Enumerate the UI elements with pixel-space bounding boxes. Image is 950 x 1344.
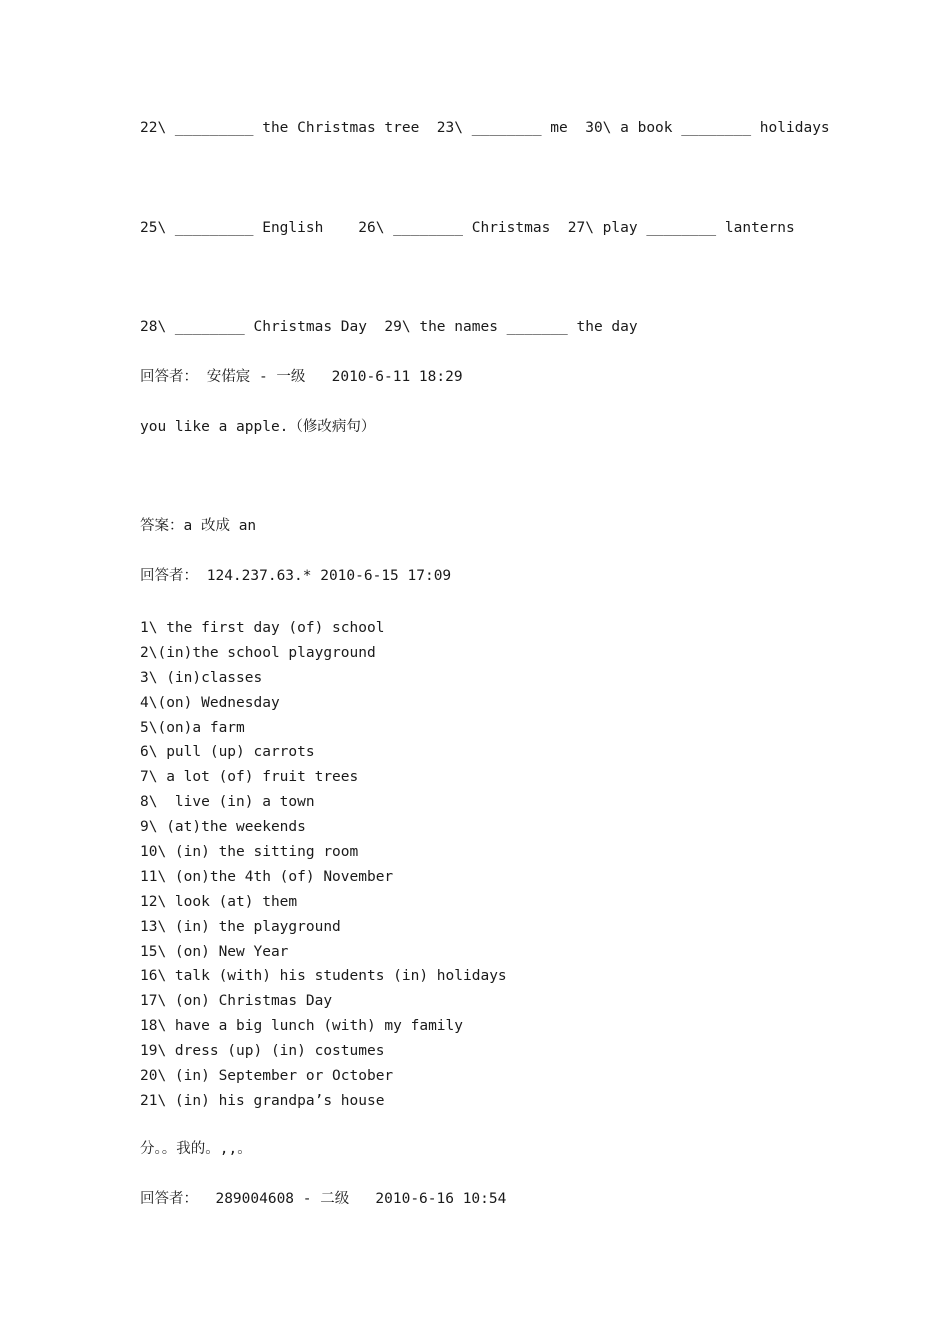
answerer-info-2: 回答者： 124.237.63.* 2010-6-15 17:09	[140, 568, 452, 584]
list-item: 21\ (in) his grandpa’s house	[140, 1092, 385, 1109]
list-item: 11\ (on)the 4th (of) November	[140, 868, 394, 885]
list-item: 2\(in)the school playground	[140, 644, 376, 661]
list-item: 4\(on) Wednesday	[140, 694, 280, 711]
list-item: 20\ (in) September or October	[140, 1068, 394, 1085]
list-item: 9\ (at)the weekends	[140, 819, 306, 836]
list-item: 10\ (in) the sitting room	[140, 844, 359, 861]
list-item: 16\ talk (with) his students (in) holidays	[140, 968, 507, 985]
exercise-line-22-23-30: 22\ _________ the Christmas tree 23\ ________ me 30\ a book ________ holidays	[140, 120, 830, 136]
list-item: 1\ the first day (of) school	[140, 620, 385, 636]
list-item: 7\ a lot (of) fruit trees	[140, 769, 359, 786]
list-item: 15\ (on) New Year	[140, 943, 289, 960]
list-item: 18\ have a big lunch (with) my family	[140, 1018, 464, 1035]
exercise-line-25-26-27: 25\ _________ English 26\ ________ Christmas 27\ play ________ lanterns	[140, 220, 795, 236]
answer-text: 答案：a 改成 an	[140, 518, 257, 534]
list-item: 5\(on)a farm	[140, 719, 245, 736]
answerer-info-1: 回答者： 安偌宸 - 一级 2010-6-11 18:29	[140, 369, 463, 385]
exercise-line-28-29: 28\ ________ Christmas Day 29\ the names _______ the day	[140, 319, 638, 335]
list-item: 3\ (in)classes	[140, 669, 263, 686]
list-item: 17\ (on) Christmas Day	[140, 993, 333, 1010]
list-item: 12\ look (at) them	[140, 893, 298, 910]
list-item: 19\ dress (up) (in) costumes	[140, 1043, 385, 1060]
list-item: 8\ live (in) a town	[140, 794, 315, 811]
answerer-info-3: 回答者： 289004608 - 二级 2010-6-16 10:54	[140, 1191, 507, 1207]
question-sentence: you like a apple.（修改病句）	[140, 419, 376, 435]
answer-list	[140, 616, 507, 1114]
list-item: 6\ pull (up) carrots	[140, 744, 315, 761]
list-item: 13\ (in) the playground	[140, 918, 341, 935]
closing-remark: 分。。我的。,,。	[140, 1141, 252, 1157]
